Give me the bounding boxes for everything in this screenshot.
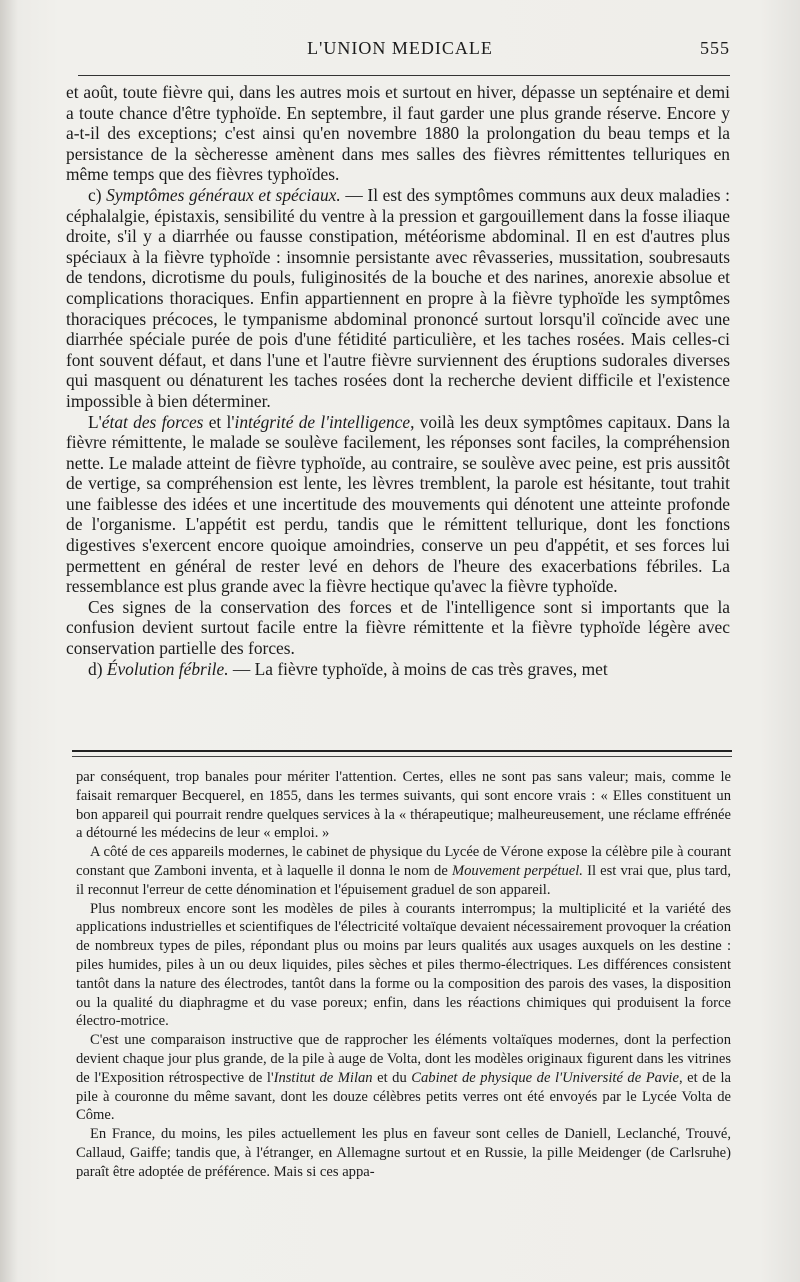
text-fragment: et du [372, 1069, 412, 1086]
footnote-paragraph: par conséquent, trop banales pour mériter l'attention. Certes, elles ne sont pas sans valeur; mais, comme le faisait remarquer Becquerel, en 1855, dans les termes suivants, qui sont encore vrais : « Elles constituent un bon appareil qui pourrait rendre quelques services à la « thérapeutique; malheureusement, une réclame effrénée a détourné les médecins de leur « emploi. » [76, 769, 731, 842]
footnote-paragraph: En France, du moins, les piles actuellement les plus en faveur sont celles de Daniell, Leclanché, Trouvé, Callaud, Gaiffe; tandis que, à l'étranger, en Allemagne surtout et en Russie, la pille Meidenger (de Carlsruhe) paraît être adoptée de préférence. Mais si ces appa- [76, 1126, 731, 1180]
footnote-text [76, 768, 731, 1182]
section-heading: Symptômes généraux et spéciaux. [106, 184, 341, 205]
text-fragment: C'est une comparaison instructive que de rapprocher les éléments voltaïques modernes, dont la perfection devient chaque jour plus grande, de la pile à auge de Volta, dont les modèles originaux figurent dans les vitrines de l'Exposition rétrospective de l' [76, 1032, 731, 1086]
footnote-paragraph: Plus nombreux encore sont les modèles de piles à courants interrompus; la multiplicité et la variété des applications industrielles et scientifiques de l'électricité voltaïque devaient nécessairement provoquer la création de nombreux types de piles, répondant plus ou moins par leurs qualités aux usages auxquels on les destine : piles humides, piles à un ou deux liquides, piles sèches et piles thermo-électriques. Les différences consistent tantôt dans la nature des électrodes, tantôt dans la forme ou la composition des parois des vases, la disposition ou la qualité du diaphragme et du vase poreux; enfin, dans les réactions chimiques qui produisent la force électro-motrice. [76, 900, 731, 1030]
footnote-paragraph [76, 1031, 731, 1125]
journal-title: L'UNION MEDICALE [307, 38, 493, 58]
section-letter: d) [88, 658, 107, 679]
footnote-separator [72, 750, 732, 757]
paragraph: Ces signes de la conservation des forces et de l'intelligence sont si importants que la confusion devient surtout facile entre la fièvre rémittente et la fièvre typhoïde légère avec conservation partielle des forces. [66, 596, 730, 659]
section-letter: c) [88, 184, 107, 205]
header-rule [78, 75, 730, 76]
paragraph-text: — Il est des symptômes communs aux deux maladies : céphalalgie, épistaxis, sensibilité du ventre à la pression et gargouillement dans la fosse iliaque droite, s'il y a diarrhée ou fausse constipation, météorisme abdominal. Il en est d'autres plus spéciaux à la fièvre typhoïde : insomnie persistante avec rêvasseries, mussitation, soubresauts de tendons, dicrotisme du pouls, fuliginosités de la bouche et des narines, anorexie absolue et complications thoraciques. Enfin appartiennent en propre à la fièvre typhoïde les symptômes thoraciques précoces, le tympanisme abdominal prononcé surtout lorsqu'il coïncide avec une diarrhée spéciale purée de pois d'une fétidité particulière, et les taches rosées. Mais celles-ci font souvent défaut, et dans l'une et l'autre fièvre surviennent des éruptions sudorales diverses qui masquent ou dénaturent les taches rosées dont la recherche devient difficile et l'existence impossible à bien déterminer. [66, 184, 731, 411]
emphasis: Cabinet de physique de l'Université de Pavie [411, 1069, 679, 1086]
emphasis: Institut de Milan [273, 1069, 373, 1086]
paragraph [66, 412, 730, 597]
paragraph: et août, toute fièvre qui, dans les autres mois et surtout en hiver, dépasse un septénaire et demi a toute chance d'être typhoïde. En septembre, il faut garder une plus grande réserve. Encore y a-t-il des exceptions; c'est ainsi qu'en novembre 1880 la prolongation du beau temps et la persistance de la sècheresse amènent dans mes salles des fièvres rémittentes telluriques en même temps que des fièvres typhoïdes. [66, 82, 730, 185]
paragraph-text: , voilà les deux symptômes capitaux. Dans la fièvre rémittente, le malade se soulève facilement, les réponses sont faciles, la compréhension nette. Le malade atteint de fièvre typhoïde, au contraire, se soulève avec peine, est pris aussitôt de vertige, sa compréhension est lente, les lèvres tremblent, la parole est hésitante, tout trahit une faiblesse des idées et une incertitude des mouvements qui dénotent une atteinte profonde de l'organisme. L'appétit est perdu, tandis que le rémittent tellurique, dont les fonctions digestives s'exercent encore quoique amoindries, conserve un peu d'appétit, et ses forces lui permettent en général de rester levé en dehors de l'heure des exacerbations fébriles. La ressemblance est plus grande avec la fièvre hectique qu'avec la fièvre typhoïde. [66, 411, 731, 597]
paragraph [66, 185, 730, 412]
main-text [66, 82, 730, 679]
emphasis: état des forces [101, 411, 204, 432]
page-number: 555 [700, 38, 730, 58]
text-fragment: A côté de ces appareils modernes, le cabinet de physique du Lycée de Vérone expose la célèbre pile à courant constant que Zamboni inventa, et à laquelle il donna le nom de [76, 844, 731, 879]
text-fragment: L' [88, 411, 102, 432]
footnote-paragraph [76, 843, 731, 899]
text-fragment: Il est vrai que, plus tard, il reconnut l'erreur de cette dénomination et l'épuisement graduel de son appareil. [76, 862, 731, 898]
emphasis: intégrité de l'intelligence [234, 411, 411, 432]
paragraph-text: — La fièvre typhoïde, à moins de cas très graves, met [228, 658, 608, 679]
section-heading: Évolution fébrile. [106, 658, 229, 679]
text-fragment: et l' [203, 411, 235, 432]
paragraph [66, 659, 730, 680]
emphasis: Mouvement perpétuel. [451, 862, 583, 879]
text-fragment: , et de la pile à couronne du même savant, dont les douze célèbres petits verres ont été envoyés par le Lycée Volta de Côme. [76, 1069, 731, 1124]
running-header [70, 38, 730, 68]
